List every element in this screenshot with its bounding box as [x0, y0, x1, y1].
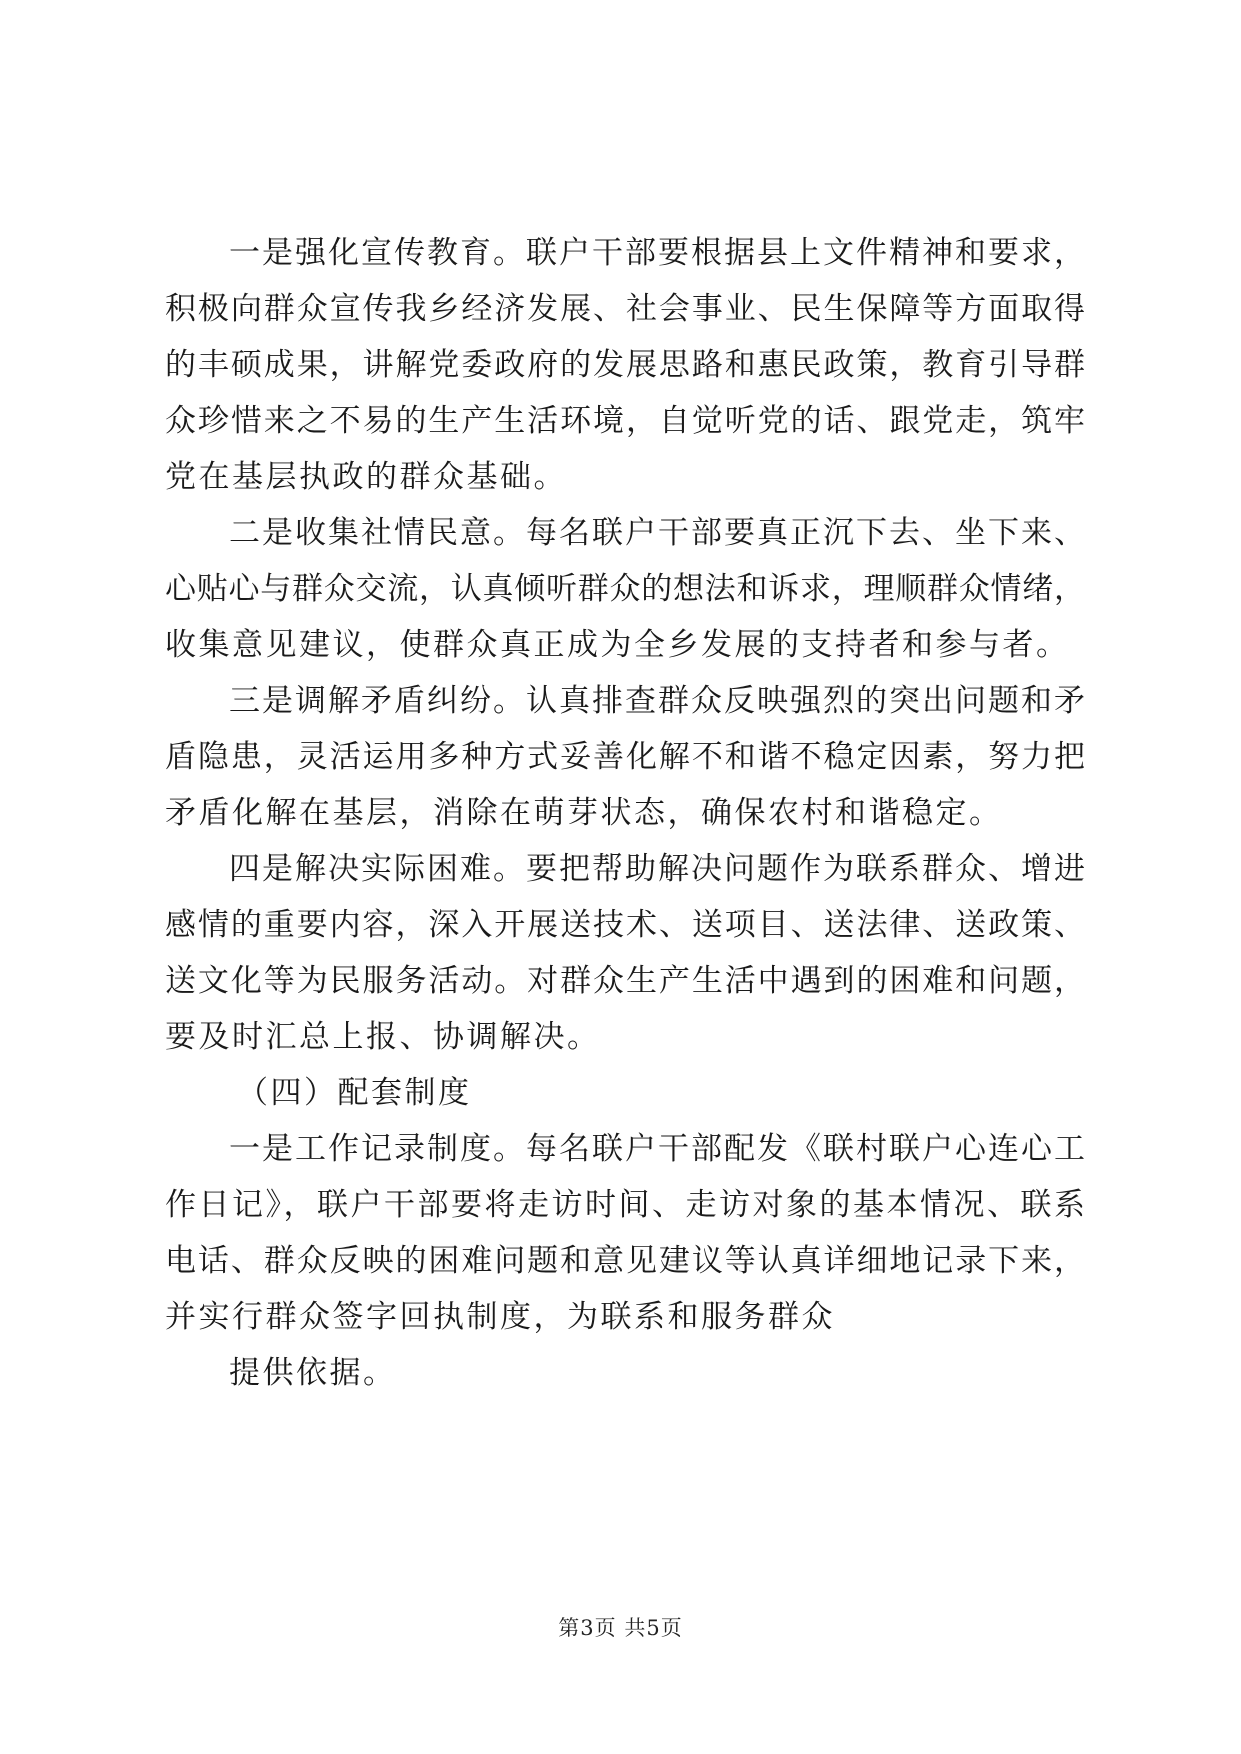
paragraph-line: 众珍惜来之不易的生产生活环境，自觉听党的话、跟党走，筑牢 — [165, 403, 1085, 439]
section-heading: （四）配套制度 — [237, 1075, 472, 1111]
paragraph-line: 四是解决实际困难。要把帮助解决问题作为联系群众、增进 — [229, 851, 1085, 887]
page-number: 第3页 共5页 — [558, 1616, 683, 1640]
paragraph-line: 盾隐患，灵活运用多种方式妥善化解不和谐不稳定因素，努力把 — [165, 739, 1085, 775]
paragraph-line: 收集意见建议，使群众真正成为全乡发展的支持者和参与者。 — [165, 627, 1070, 663]
paragraph-line: 作日记》，联户干部要将走访时间、走访对象的基本情况、联系 — [165, 1187, 1085, 1223]
paragraph-line: 提供依据。 — [229, 1355, 397, 1391]
paragraph-line: 心贴心与群众交流，认真倾听群众的想法和诉求，理顺群众情绪， — [165, 571, 1085, 607]
paragraph-line: 一是强化宣传教育。联户干部要根据县上文件精神和要求， — [229, 235, 1085, 271]
paragraph-line: 一是工作记录制度。每名联户干部配发《联村联户心连心工 — [229, 1131, 1085, 1167]
paragraph-line: 的丰硕成果，讲解党委政府的发展思路和惠民政策，教育引导群 — [165, 347, 1085, 383]
paragraph-line: 电话、群众反映的困难问题和意见建议等认真详细地记录下来， — [165, 1243, 1085, 1279]
paragraph-line: 矛盾化解在基层，消除在萌芽状态，确保农村和谐稳定。 — [165, 795, 1003, 831]
paragraph-line: 积极向群众宣传我乡经济发展、社会事业、民生保障等方面取得 — [165, 291, 1085, 327]
paragraph-line: 并实行群众签字回执制度，为联系和服务群众 — [165, 1299, 835, 1335]
paragraph-line: 感情的重要内容，深入开展送技术、送项目、送法律、送政策、 — [165, 907, 1085, 943]
paragraph-line: 二是收集社情民意。每名联户干部要真正沉下去、坐下来、 — [229, 515, 1085, 551]
document-body — [165, 225, 1085, 1401]
paragraph-line: 党在基层执政的群众基础。 — [165, 459, 567, 495]
paragraph-line: 三是调解矛盾纠纷。认真排查群众反映强烈的突出问题和矛 — [229, 683, 1085, 719]
paragraph-line: 要及时汇总上报、协调解决。 — [165, 1019, 601, 1055]
paragraph-line: 送文化等为民服务活动。对群众生产生活中遇到的困难和问题， — [165, 963, 1085, 999]
